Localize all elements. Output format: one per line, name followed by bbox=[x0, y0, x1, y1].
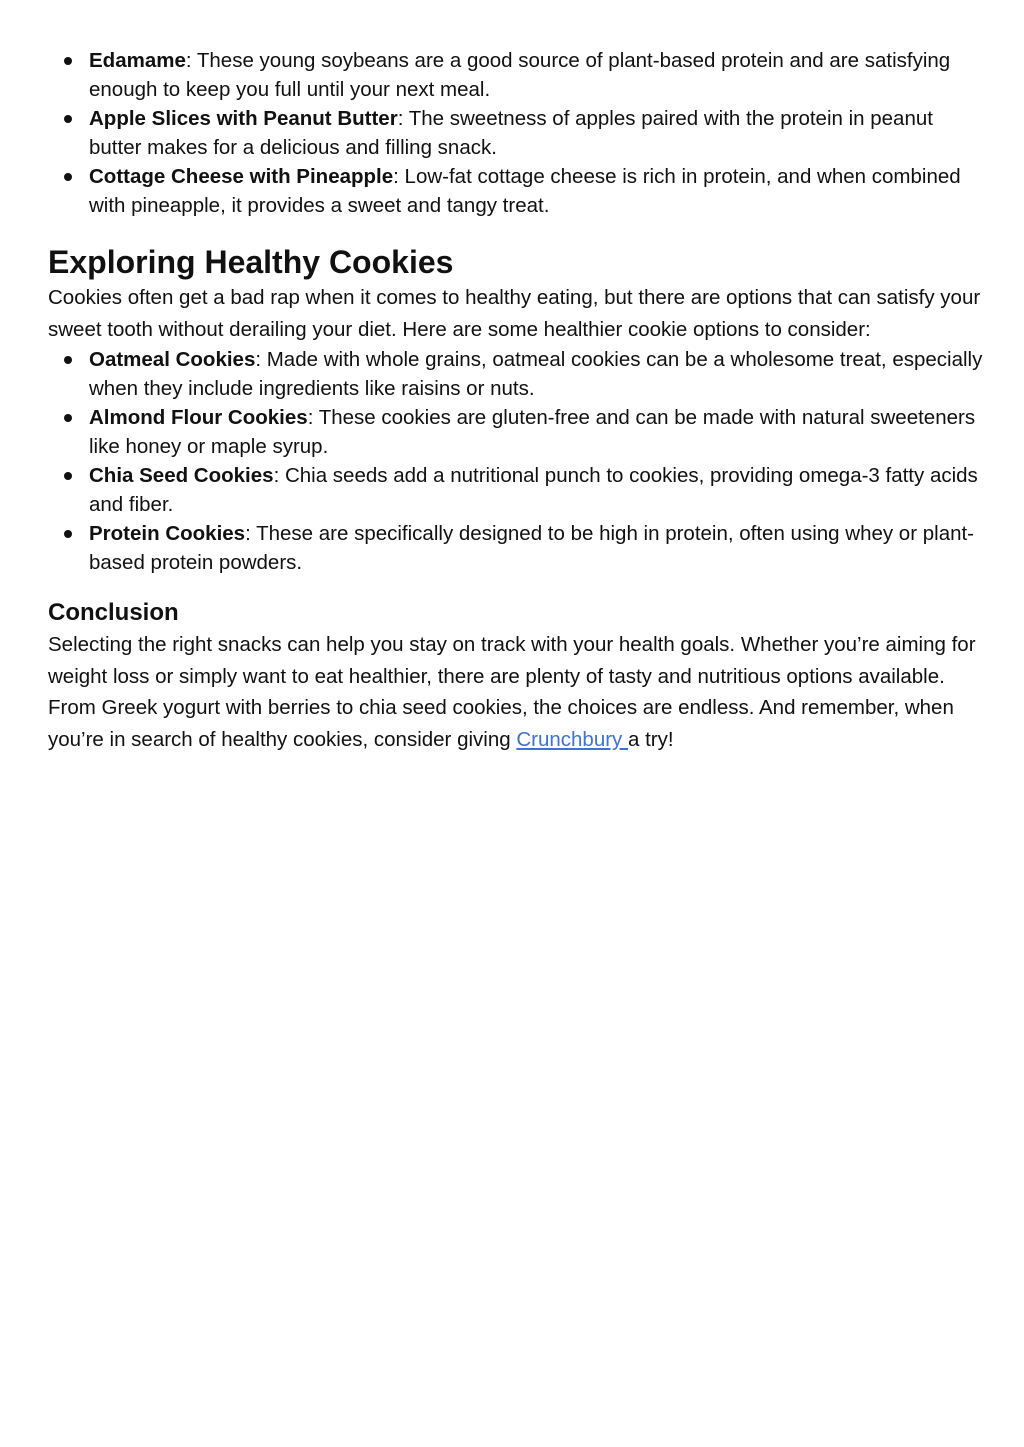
conclusion-paragraph bbox=[48, 629, 988, 755]
cookies-intro-paragraph: Cookies often get a bad rap when it comes to healthy eating, but there are options that can satisfy your sweet tooth without derailing your diet. Here are some healthier cookie options to consider: bbox=[48, 286, 981, 341]
list-item-term: Oatmeal Cookies bbox=[89, 348, 256, 371]
list-item bbox=[48, 345, 988, 403]
list-item-text: : Low-fat cottage cheese is rich in protein, and when combined with pineapple, it provides a sweet and tangy treat. bbox=[89, 165, 961, 217]
section-heading-conclusion: Conclusion bbox=[48, 599, 179, 626]
list-item bbox=[48, 104, 988, 162]
list-item-term: Cottage Cheese with Pineapple bbox=[89, 165, 394, 188]
bullet-icon bbox=[64, 57, 72, 65]
list-item bbox=[48, 403, 988, 461]
cookies-list bbox=[48, 345, 988, 577]
list-item-text: : These are specifically designed to be high in protein, often using whey or plant-based protein powders. bbox=[89, 522, 975, 574]
document-page bbox=[48, 46, 988, 755]
list-item-text: : The sweetness of apples paired with the protein in peanut butter makes for a delicious and filling snack. bbox=[89, 107, 933, 159]
conclusion-text-after-link: a try! bbox=[628, 727, 674, 751]
bullet-icon bbox=[64, 530, 72, 538]
list-item-text: : Made with whole grains, oatmeal cookies can be a wholesome treat, especially when they include ingredients like raisins or nuts. bbox=[89, 348, 983, 400]
list-item bbox=[48, 46, 988, 104]
list-item-term: Chia Seed Cookies bbox=[89, 464, 274, 487]
list-item bbox=[48, 461, 988, 519]
bullet-icon bbox=[64, 356, 72, 364]
list-item-term: Almond Flour Cookies bbox=[89, 406, 308, 429]
list-item-text: : These young soybeans are a good source of plant-based protein and are satisfying enough to keep you full until your next meal. bbox=[89, 49, 951, 101]
section-heading-cookies: Exploring Healthy Cookies bbox=[48, 244, 454, 280]
snacks-list bbox=[48, 46, 988, 220]
list-item-text: : These cookies are gluten-free and can be made with natural sweeteners like honey or maple syrup. bbox=[89, 406, 976, 458]
list-item bbox=[48, 519, 988, 577]
list-item bbox=[48, 162, 988, 220]
crunchbury-link[interactable]: Crunchbury bbox=[516, 727, 629, 751]
list-item-term: Apple Slices with Peanut Butter bbox=[89, 107, 398, 130]
list-item-term: Edamame bbox=[89, 49, 186, 72]
bullet-icon bbox=[64, 173, 72, 181]
list-item-text: : Chia seeds add a nutritional punch to cookies, providing omega-3 fatty acids and fiber. bbox=[89, 464, 978, 516]
bullet-icon bbox=[64, 414, 72, 422]
list-item-term: Protein Cookies bbox=[89, 522, 246, 545]
bullet-icon bbox=[64, 472, 72, 480]
bullet-icon bbox=[64, 115, 72, 123]
conclusion-text-before-link: Selecting the right snacks can help you stay on track with your health goals. Whether you’re aiming for weight loss or simply want to eat healthier, there are plenty of tasty and nutritious options available. From Greek yogurt with berries to chia seed cookies, the choices are endless. And remember, when you’re in search of healthy cookies, consider giving bbox=[48, 633, 976, 751]
